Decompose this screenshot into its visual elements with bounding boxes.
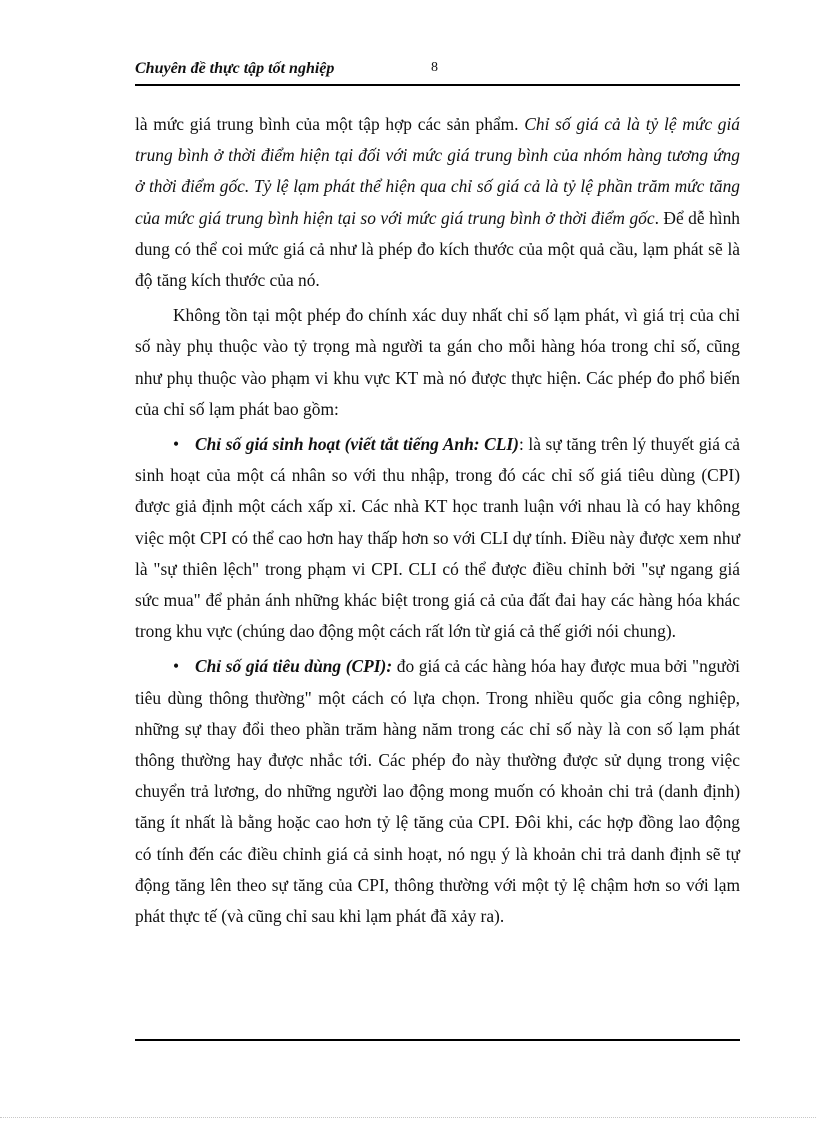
paragraph-definition-italic: Chỉ số giá cả là tỷ lệ mức giá trung bình ở thời điểm hiện tại đối với mức giá trung bình của nhóm hàng tương ứng ở thời điểm gốc. Tỷ lệ lạm phát thể hiện qua chỉ số giá cả là tỷ lệ phần trăm mức tăng của mức giá trung bình hiện tại so với mức giá trung bình ở thời điểm gốc [135,114,741,228]
body-text [135,109,740,936]
page-edge-divider [0,1117,816,1118]
bullet-item-cli [135,429,740,647]
paragraph-definition-tail: . Để dễ hình dung có thể coi mức giá cả như là phép đo kích thước của một quả cầu, lạm phát sẽ là độ tăng kích thước của nó. [135,207,740,291]
paragraph-definition [135,109,740,296]
bullet-text-cli: : là sự tăng trên lý thuyết giá cả sinh hoạt của một cá nhân so với thu nhập, trong đó các chỉ số giá tiêu dùng (CPI) được giả định một cách xấp xỉ. Các nhà KT học tranh luận với nhau là có hay không việc một CPI có thể cao hơn hay thấp hơn so với CLI dự tính. Điều này được xem như là "sự thiên lệch" trong phạm vi CPI. CLI có thể được điều chỉnh bởi "sự ngang giá sức mua" để phản ánh những khác biệt trong giá cả của đất đai hay các hàng hóa khác trong khu vực (chúng dao động một cách rất lớn từ giá cả thế giới nói chung). [135,434,741,642]
paragraph-definition-lead: là mức giá trung bình của một tập hợp các sản phẩm. [135,114,525,134]
bullet-term-cpi: Chỉ số giá tiêu dùng (CPI): [195,656,393,677]
paragraph-measures: Không tồn tại một phép đo chính xác duy nhất chỉ số lạm phát, vì giá trị của chỉ số này phụ thuộc vào tỷ trọng mà người ta gán cho mỗi hàng hóa trong chỉ số, cũng như phụ thuộc vào phạm vi khu vực KT mà nó được thực hiện. Các phép đo phổ biến của chỉ số lạm phát bao gồm: [135,305,740,419]
bullet-term-cli: Chỉ số giá sinh hoạt (viết tắt tiếng Anh: CLI) [195,434,519,455]
footer-rule [135,1039,740,1041]
page-number: 8 [431,60,438,75]
bullet-icon: • [173,434,180,455]
header-title: Chuyên đề thực tập tốt nghiệp [135,60,335,77]
bullet-icon: • [173,656,180,677]
bullet-text-cpi: đo giá cả các hàng hóa hay được mua bởi "người tiêu dùng thông thường" một cách có lựa chọn. Trong nhiều quốc gia công nghiệp, những sự thay đổi theo phần trăm hàng năm trong các chỉ số này là con số lạm phát thông thường hay được nhắc tới. Các phép đo này thường được sử dụng trong việc chuyển trả lương, do những người lao động mong muốn có khoản chi trả (danh định) tăng ít nhất là bằng hoặc cao hơn tỷ lệ tăng của CPI. Đôi khi, các hợp đồng lao động có tính đến các điều chỉnh giá cả sinh hoạt, nó ngụ ý là khoản chi trả danh định sẽ tự động tăng lên theo sự tăng của CPI, thông thường với một tỷ lệ chậm hơn so với lạm phát thực tế (và cũng chỉ sau khi lạm phát đã xảy ra). [135,656,740,927]
bullet-item-cpi [135,651,740,932]
page-header [135,58,740,86]
